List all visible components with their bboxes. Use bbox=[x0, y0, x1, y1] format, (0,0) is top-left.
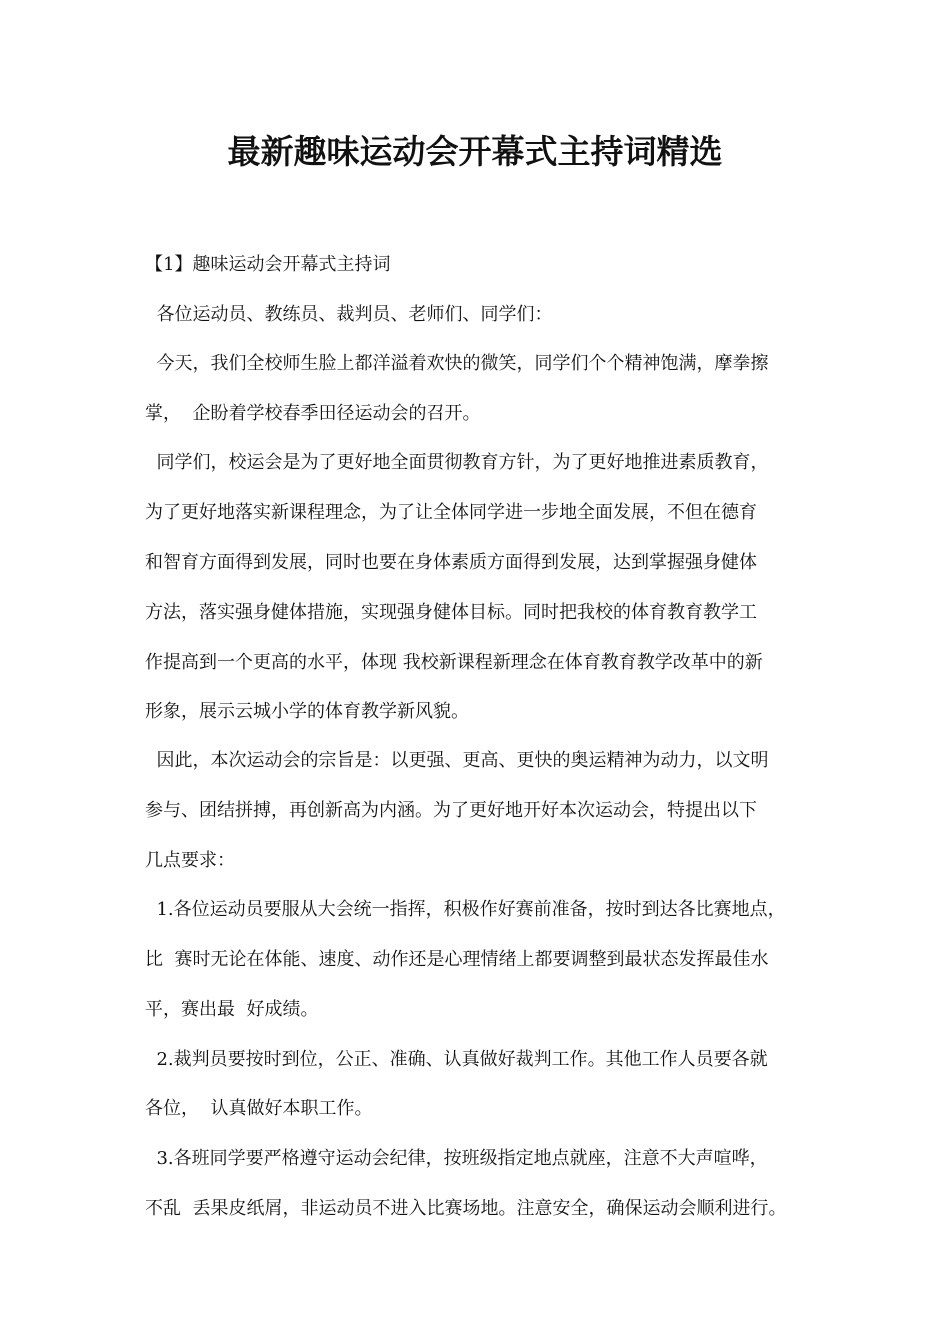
greeting-line: 各位运动员、教练员、裁判员、老师们、同学们： bbox=[145, 304, 553, 325]
paragraph-line: 参与、团结拼搏，再创新高为内涵。为了更好地开好本次运动会，特提出以下 bbox=[145, 800, 757, 821]
paragraph-line: 形象，展示云城小学的体育教学新风貌。 bbox=[145, 701, 469, 722]
document-title: 最新趣味运动会开幕式主持词精选 bbox=[227, 132, 723, 171]
list-item-line: 不乱 丢果皮纸屑，非运动员不进入比赛场地。注意安全，确保运动会顺利进行。 bbox=[145, 1198, 787, 1219]
paragraph-line: 为了更好地落实新课程理念，为了让全体同学进一步地全面发展，不但在德育 bbox=[145, 502, 757, 523]
paragraph-line: 今天，我们全校师生脸上都洋溢着欢快的微笑，同学们个个精神饱满，摩拳擦 bbox=[145, 353, 769, 374]
list-item-line: 2.裁判员要按时到位，公正、准确、认真做好裁判工作。其他工作人员要各就 bbox=[145, 1049, 768, 1070]
list-item-line: 3.各班同学要严格遵守运动会纪律，按班级指定地点就座，注意不大声喧哗， bbox=[145, 1148, 768, 1169]
paragraph-line: 因此，本次运动会的宗旨是：以更强、更高、更快的奥运精神为动力，以文明 bbox=[145, 750, 769, 771]
paragraph-line: 和智育方面得到发展，同时也要在身体素质方面得到发展，达到掌握强身健体 bbox=[145, 552, 757, 573]
paragraph-line: 同学们，校运会是为了更好地全面贯彻教育方针，为了更好地推进素质教育， bbox=[145, 452, 769, 473]
paragraph-line: 方法，落实强身健体措施，实现强身健体目标。同时把我校的体育教育教学工 bbox=[145, 602, 757, 623]
list-item-line: 平，赛出最 好成绩。 bbox=[145, 999, 319, 1020]
list-item-line: 1.各位运动员要服从大会统一指挥，积极作好赛前准备，按时到达各比赛地点， bbox=[145, 899, 786, 920]
list-item-line: 比 赛时无论在体能、速度、动作还是心理情绪上都要调整到最状态发挥最佳水 bbox=[145, 949, 769, 970]
list-item-line: 各位， 认真做好本职工作。 bbox=[145, 1098, 373, 1119]
paragraph-line: 作提高到一个更高的水平，体现 我校新课程新理念在体育教育教学改革中的新 bbox=[145, 652, 763, 673]
paragraph-line: 几点要求： bbox=[145, 850, 235, 871]
paragraph-line: 掌， 企盼着学校春季田径运动会的召开。 bbox=[145, 403, 481, 424]
section-heading: 【1】趣味运动会开幕式主持词 bbox=[145, 254, 391, 275]
